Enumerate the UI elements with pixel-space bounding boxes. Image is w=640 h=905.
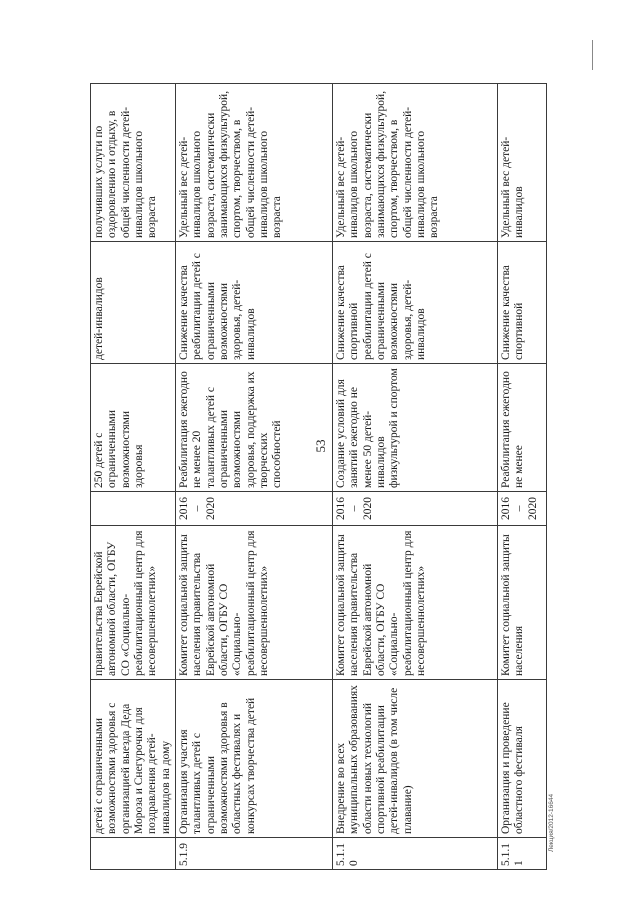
cell-years: 2016 – 2020 xyxy=(498,492,547,526)
cell-risk: Снижение качества спортивной реабилитации детей с ограниченными возможностями здоровья, детей-инвалидов xyxy=(333,242,498,364)
cell-executor: Комитет социальной защиты населения правительства Еврейской автономной области, ОГБУ СО «Социально-реабилитационный центр для несовершеннолетних» xyxy=(333,526,498,680)
cell-result: 250 детей с ограниченными возможностями здоровья xyxy=(91,364,176,492)
cell-activity: детей с ограниченными возможностями здоровья с организацией выезда Деда Мороза и Снегурочки для поздравления детей-инвалидов на дому xyxy=(91,680,176,838)
table-row xyxy=(333,84,498,870)
cell-executor: правительства Еврейской автономной области, ОГБУ СО «Социально-реабилитационный центр для несовершеннолетних» xyxy=(91,526,176,680)
margin-mark xyxy=(592,40,599,70)
table-row xyxy=(176,84,333,870)
cell-executor: Комитет социальной защиты населения правительства Еврейской автономной области, ОГБУ СО «Социально-реабилитационный центр для несовершеннолетних» xyxy=(176,526,333,680)
cell-years xyxy=(91,492,176,526)
cell-risk: Снижение качества реабилитации детей с ограниченными возможностями здоровья, детей-инвалидов xyxy=(176,242,333,364)
cell-indicator: получивших услуги по оздоровлению и отдыху, в общей численности детей-инвалидов школьного возраста xyxy=(91,84,176,242)
cell-activity: Организация участия талантливых детей с ограниченными возможностями здоровья в областных фестивалях и конкурсах творчества детей xyxy=(176,680,333,838)
cell-number: 5.1.9 xyxy=(176,838,333,870)
document-registration-mark: Лекция/2012-16644 xyxy=(548,793,555,852)
cell-result: Создание условий для занятий ежегодно не менее 50 детей-инвалидов физкультурой и спортом xyxy=(333,364,498,492)
cell-number: 5.1.10 xyxy=(333,838,498,870)
cell-result: Реабилитация ежегодно не менее xyxy=(498,364,547,492)
cell-risk: Снижение качества спортивной xyxy=(498,242,547,364)
table-row xyxy=(91,84,176,870)
cell-executor: Комитет социальной защиты населения xyxy=(498,526,547,680)
program-activities-table xyxy=(90,83,547,870)
cell-years: 2016 – 2020 xyxy=(333,492,498,526)
rotated-table-container xyxy=(90,84,542,870)
cell-activity: Внедрение во всех муниципальных образованиях области новых технологий спортивной реабилитации детей-инвалидов (в том числе плавание) xyxy=(333,680,498,838)
cell-number: 5.1.11 xyxy=(498,838,547,870)
cell-indicator: Удельный вес детей-инвалидов школьного возраста, систематически занимающихся физкультурой, спортом, творчеством, в общей численности детей-инвалидов школьного возраста xyxy=(333,84,498,242)
table-row xyxy=(498,84,547,870)
cell-years: 2016 – 2020 xyxy=(176,492,333,526)
page-number: 53 xyxy=(313,439,328,453)
cell-result: Реабилитация ежегодно не менее 20 талантливых детей с ограниченными возможностями здоровья, поддержка их творческих способностей xyxy=(176,364,333,492)
cell-indicator: Удельный вес детей-инвалидов xyxy=(498,84,547,242)
cell-number xyxy=(91,838,176,870)
cell-activity: Организация и проведение областного фестиваля xyxy=(498,680,547,838)
cell-indicator: Удельный вес детей-инвалидов школьного возраста, систематически занимающихся физкультурой, спортом, творчеством, в общей численности детей-инвалидов школьного возраста xyxy=(176,84,333,242)
cell-risk: детей-инвалидов xyxy=(91,242,176,364)
